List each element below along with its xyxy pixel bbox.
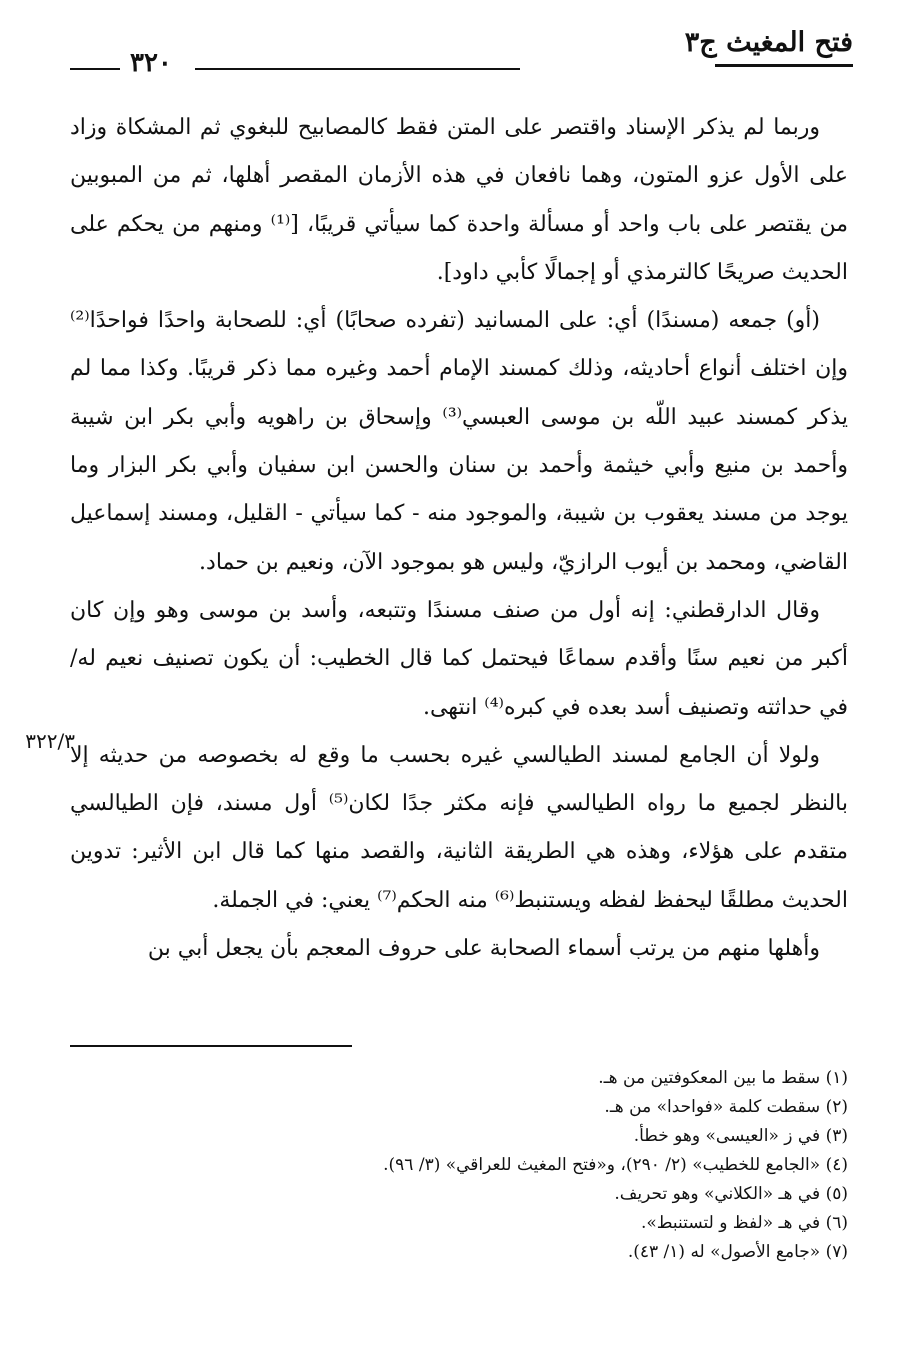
- title-underline: [715, 64, 853, 67]
- margin-reference: ٣٢٢/٣: [25, 729, 75, 753]
- footnote: (٤) «الجامع للخطيب» (٢/ ٢٩٠)، و«فتح المغيث للعراقي» (٣/ ٩٦).: [383, 1155, 848, 1175]
- footnote: (٢) سقطت كلمة «فواحدا» من هـ.: [604, 1097, 848, 1117]
- page-header: [70, 26, 853, 76]
- header-rule: [195, 68, 520, 70]
- footnote: (٣) في ز «العيسى» وهو خطأ.: [633, 1126, 848, 1146]
- footnote: (١) سقط ما بين المعكوفتين من هـ.: [598, 1068, 848, 1088]
- footnote-separator: [70, 1045, 352, 1047]
- footnote: (٥) في هـ «الكلاني» وهو تحريف.: [614, 1184, 848, 1204]
- main-text: [70, 104, 848, 973]
- footnotes: [300, 1064, 848, 1267]
- footnote: (٧) «جامع الأصول» له (١/ ٤٣).: [627, 1242, 848, 1262]
- paragraph: وربما لم يذكر الإسناد واقتصر على المتن فقط كالمصابيح للبغوي ثم المشكاة وزاد على الأول عزو المتون، وهما نافعان في هذه الأزمان المقصر أهلها، ثم من المبوبين من يقتصر على باب واحد أو مسألة واحدة كما سيأتي قريبًا، [⁽¹⁾ ومنهم من يحكم على الحديث صريحًا كالترمذي أو إجمالًا كأبي داود].: [70, 115, 848, 285]
- footnote: (٦) في هـ «لفظ و لتستنبط».: [640, 1213, 848, 1233]
- paragraph: وأهلها منهم من يرتب أسماء الصحابة على حروف المعجم بأن يجعل أبي بن: [147, 936, 820, 962]
- paragraph: (أو) جمعه (مسندًا) أي: على المسانيد (تفرده صحابًا) أي: للصحابة واحدًا فواحدًا⁽²⁾ وإن اختلف أنواع أحاديثه، وذلك كمسند الإمام أحمد وغيره مما ذكر قريبًا. وكذا مما لم يذكر كمسند عبيد اللّه بن موسى العبسي⁽³⁾ وإسحاق بن راهويه وأبي بكر ابن شيبة وأحمد بن منيع وأبي خيثمة وأحمد بن سنان والحسن ابن سفيان وأبي بكر البزار وما يوجد من مسند يعقوب بن شيبة، والموجود منه - كما سيأتي - القليل، ومسند إسماعيل القاضي، ومحمد بن أيوب الرازيّ، وليس هو بموجود الآن، ونعيم بن حماد.: [70, 308, 848, 575]
- page-number: ٣٢٠: [130, 48, 172, 78]
- header-rule-short: [70, 68, 120, 70]
- paragraph: ولولا أن الجامع لمسند الطيالسي غيره بحسب ما وقع له بخصوصه من حديثه إلا بالنظر لجميع ما رواه الطيالسي فإنه مكثر جدًا لكان⁽⁵⁾ أول مسند، فإن الطيالسي متقدم على هؤلاء، وهذه هي الطريقة الثانية، والقصد منها كما قال ابن الأثير: تدوين الحديث مطلقًا ليحفظ لفظه ويستنبط⁽⁶⁾ منه الحكم⁽⁷⁾ يعني: في الجملة.: [70, 742, 848, 913]
- running-title: فتح المغيث ج٣: [684, 27, 853, 58]
- paragraph: وقال الدارقطني: إنه أول من صنف مسندًا وتتبعه، وأسد بن موسى وهو وإن كان أكبر من نعيم سنًا وأقدم سماعًا فيحتمل كما قال الخطيب: أن يكون تصنيف نعيم له/ في حداثته وتصنيف أسد بعده في كبره⁽⁴⁾ انتهى.: [70, 597, 848, 720]
